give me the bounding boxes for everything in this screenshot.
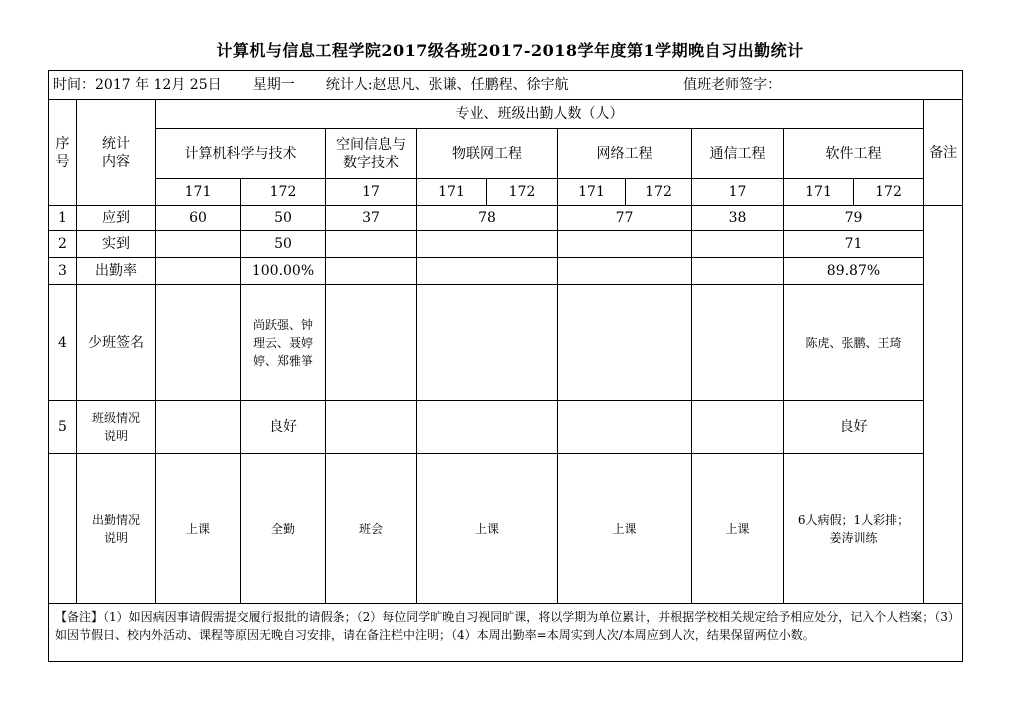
value-cell: [558, 231, 692, 258]
class-header: 172: [487, 179, 558, 206]
table-row: [49, 258, 963, 285]
seq-cell: 5: [49, 401, 77, 454]
class-header: 172: [854, 179, 924, 206]
notes-text: 【备注】（1）如因病因事请假需提交履行报批的请假条；（2）每位同学旷晚自习视同旷课，将以学期为单位累计，并根据学校相关规定给予相应处分，记入个人档案；（3）如因节假日、校内外活动、课程等原因无晚自习安排，请在备注栏中注明；（4）本周出勤率=本周实到人次/本周应到人次，结果保留两位小数。: [49, 604, 963, 662]
value-cell: 上课: [692, 454, 784, 604]
value-cell: [326, 258, 417, 285]
value-cell: 77: [558, 206, 692, 231]
label-cell: 班级情况 说明: [77, 401, 156, 454]
seq-cell: 2: [49, 231, 77, 258]
seq-cell: [49, 454, 77, 604]
major-cs: 计算机科学与技术: [156, 129, 326, 179]
major-iot: 物联网工程: [417, 129, 558, 179]
value-cell: 良好: [241, 401, 326, 454]
value-cell: [156, 401, 241, 454]
seq-cell: 4: [49, 285, 77, 401]
class-header: 171: [156, 179, 241, 206]
table-row: [49, 206, 963, 231]
value-cell: 89.87%: [784, 258, 924, 285]
label-cell: 实到: [77, 231, 156, 258]
value-cell: 良好: [784, 401, 924, 454]
table-row: [49, 231, 963, 258]
info-line: [49, 71, 963, 100]
value-cell: 陈虎、张鹏、王琦: [784, 285, 924, 401]
value-cell: [692, 401, 784, 454]
major-spatial: 空间信息与 数字技术: [326, 129, 417, 179]
table-row: [49, 401, 963, 454]
label-cell: 出勤情况 说明: [77, 454, 156, 604]
value-cell: [417, 401, 558, 454]
teacher-sign-label: 值班老师签字：: [683, 77, 782, 93]
value-cell: 50: [241, 231, 326, 258]
value-cell: 上课: [417, 454, 558, 604]
value-cell: [692, 285, 784, 401]
remark-header: 备注: [924, 100, 963, 206]
value-cell: 38: [692, 206, 784, 231]
class-header: 17: [692, 179, 784, 206]
value-cell: 50: [241, 206, 326, 231]
label-cell: 应到: [77, 206, 156, 231]
value-cell: 全勤: [241, 454, 326, 604]
label-cell: 少班签名: [77, 285, 156, 401]
class-header: 17: [326, 179, 417, 206]
value-cell: [326, 401, 417, 454]
seq-header: 序号: [49, 100, 77, 206]
value-cell: 60: [156, 206, 241, 231]
stats-by-text: 统计人:赵思凡、张谦、任鹏程、徐宇航: [325, 77, 569, 93]
value-cell: 71: [784, 231, 924, 258]
value-cell: [326, 231, 417, 258]
value-cell: 6人病假；1人彩排； 姜涛训练: [784, 454, 924, 604]
major-comm: 通信工程: [692, 129, 784, 179]
table-row: [49, 454, 963, 604]
class-header: 172: [241, 179, 326, 206]
value-cell: [558, 401, 692, 454]
value-cell: 上课: [558, 454, 692, 604]
value-cell: [156, 285, 241, 401]
date-text: 时间：2017 年 12月 25日: [53, 77, 222, 93]
class-header: 171: [558, 179, 626, 206]
table-row: [49, 285, 963, 401]
class-header: 172: [626, 179, 692, 206]
seq-cell: 1: [49, 206, 77, 231]
value-cell: [417, 258, 558, 285]
major-network: 网络工程: [558, 129, 692, 179]
value-cell: 尚跃强、钟 理云、聂婷 婷、郑雅箏: [241, 285, 326, 401]
class-header: 171: [784, 179, 854, 206]
content-header: 统计 内容: [77, 100, 156, 206]
value-cell: [156, 258, 241, 285]
value-cell: [558, 258, 692, 285]
value-cell: [692, 231, 784, 258]
value-cell: [326, 285, 417, 401]
value-cell: 37: [326, 206, 417, 231]
attendance-table: [48, 70, 963, 662]
class-header: 171: [417, 179, 487, 206]
value-cell: 上课: [156, 454, 241, 604]
group-header: 专业、班级出勤人数（人）: [156, 100, 924, 129]
seq-cell: 3: [49, 258, 77, 285]
remark-cell: [924, 206, 963, 604]
page-title: 计算机与信息工程学院2017级各班2017-2018学年度第1学期晚自习出勤统计: [216, 41, 804, 60]
weekday-text: 星期一: [252, 77, 295, 93]
value-cell: [156, 231, 241, 258]
value-cell: [417, 231, 558, 258]
value-cell: 79: [784, 206, 924, 231]
value-cell: [692, 258, 784, 285]
value-cell: 78: [417, 206, 558, 231]
value-cell: 100.00%: [241, 258, 326, 285]
major-software: 软件工程: [784, 129, 924, 179]
value-cell: [417, 285, 558, 401]
label-cell: 出勤率: [77, 258, 156, 285]
value-cell: [558, 285, 692, 401]
value-cell: 班会: [326, 454, 417, 604]
